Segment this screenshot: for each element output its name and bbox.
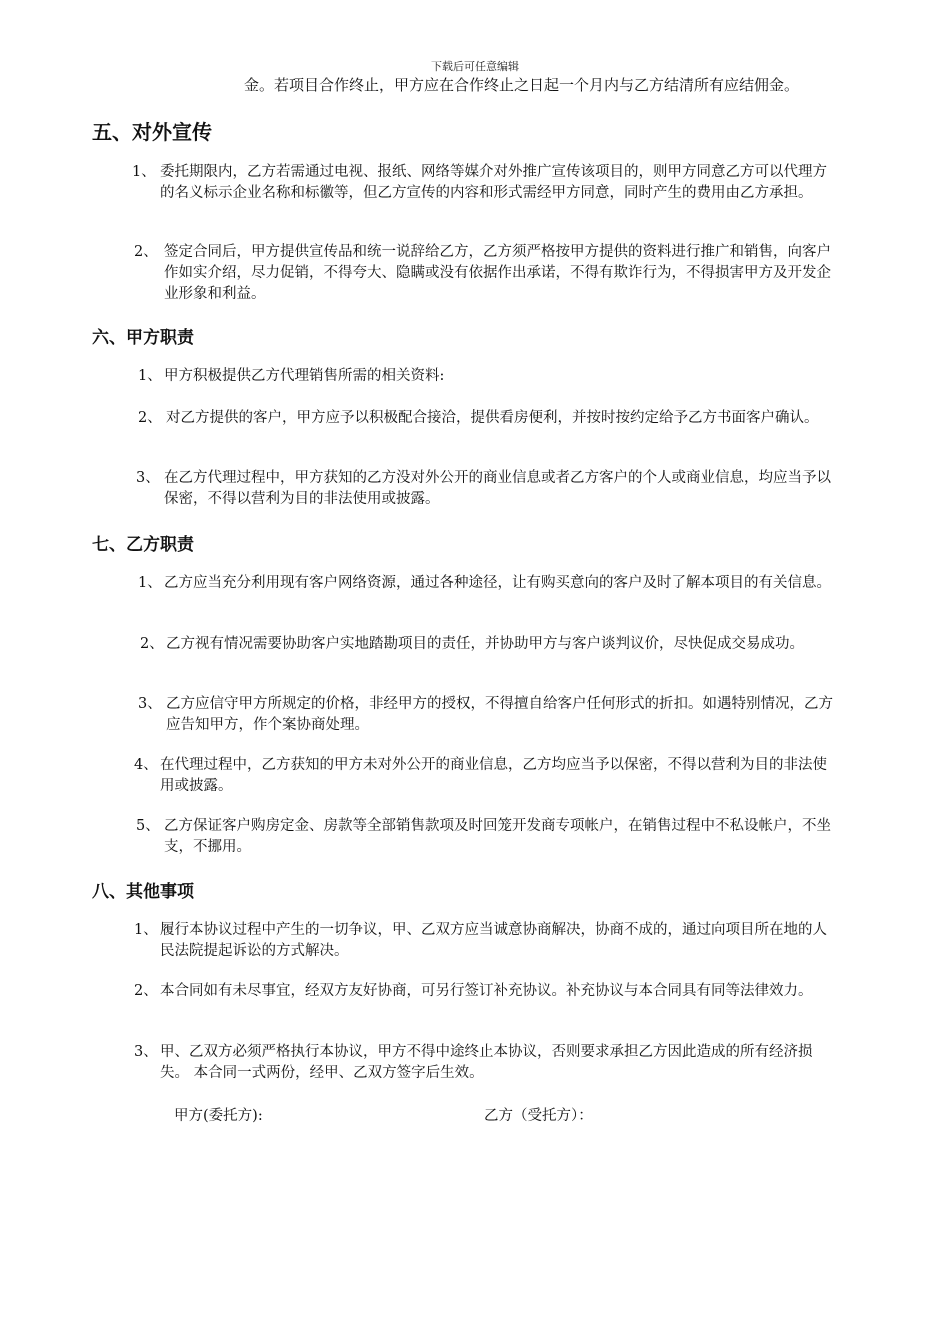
item-number: 1、 [138,368,162,384]
section-6-title: 六、甲方职责 [92,328,194,348]
section-8-title: 八、其他事项 [92,882,194,902]
item-text: 在代理过程中，乙方获知的甲方未对外公开的商业信息，乙方均应当予以保密，不得以营利为目的非法使用或披露。 [160,757,827,794]
s7-item-3 [138,694,838,736]
header-watermark: 下载后可任意编辑 [431,60,519,73]
item-text: 签定合同后，甲方提供宣传品和统一说辞给乙方，乙方须严格按甲方提供的资料进行推广和销售，向客户作如实介绍，尽力促销，不得夸大、隐瞒或没有依据作出承诺，不得有欺诈行为，不得损害甲方及开发企业形象和利益。 [164,244,831,302]
item-number: 1、 [132,164,156,180]
item-text: 乙方视有情况需要协助客户实地踏勘项目的责任，并协助甲方与客户谈判议价，尽快促成交易成功。 [166,636,804,652]
s7-item-2 [140,634,840,655]
s6-item-2 [138,408,838,429]
party-a-signature-label: 甲方(委托方): [174,1108,263,1124]
item-text: 在乙方代理过程中，甲方获知的乙方没对外公开的商业信息或者乙方客户的个人或商业信息，均应当予以保密，不得以营利为目的非法使用或披露。 [164,470,831,507]
s8-item-3 [134,1042,834,1084]
item-number: 2、 [140,636,164,652]
item-number: 2、 [134,244,158,260]
s5-item-2 [134,242,834,305]
item-text: 乙方应当充分利用现有客户网络资源，通过各种途径，让有购买意向的客户及时了解本项目的有关信息。 [164,575,831,591]
item-text: 履行本协议过程中产生的一切争议，甲、乙双方应当诚意协商解决，协商不成的，通过向项目所在地的人民法院提起诉讼的方式解决。 [160,922,827,959]
item-text: 本合同如有未尽事宜，经双方友好协商，可另行签订补充协议。补充协议与本合同具有同等法律效力。 [160,983,813,999]
item-number: 3、 [136,470,160,486]
s7-item-1 [138,573,838,594]
item-number: 3、 [134,1044,158,1060]
s7-item-5 [136,816,836,858]
continuation-text: 金。若项目合作终止，甲方应在合作终止之日起一个月内与乙方结清所有应结佣金。 [244,76,800,94]
item-number: 2、 [134,983,158,999]
item-text: 甲方积极提供乙方代理销售所需的相关资料: [164,368,445,384]
item-text: 甲、乙双方必须严格执行本协议，甲方不得中途终止本协议，否则要求承担乙方因此造成的所有经济损失。 本合同一式两份，经甲、乙双方签字后生效。 [160,1044,813,1081]
s7-item-4 [134,755,834,797]
item-number: 4、 [134,757,158,773]
item-number: 5、 [136,818,160,834]
party-b-signature-label: 乙方（受托方）： [484,1108,593,1124]
s5-item-1 [132,162,832,204]
item-text: 乙方保证客户购房定金、房款等全部销售款项及时回笼开发商专项帐户，在销售过程中不私设帐户，不坐支，不挪用。 [164,818,831,855]
s8-item-1 [134,920,834,962]
section-5-title: 五、对外宣传 [92,120,212,144]
item-text: 对乙方提供的客户，甲方应予以积极配合接洽，提供看房便利，并按时按约定给予乙方书面客户确认。 [166,410,819,426]
s6-item-1 [138,366,838,387]
item-number: 1、 [134,922,158,938]
item-number: 3、 [138,696,162,712]
item-number: 2、 [138,410,162,426]
s6-item-3 [136,468,836,510]
s8-item-2 [134,981,834,1002]
item-number: 1、 [138,575,162,591]
item-text: 委托期限内，乙方若需通过电视、报纸、网络等媒介对外推广宣传该项目的，则甲方同意乙方可以代理方的名义标示企业名称和标徽等，但乙方宣传的内容和形式需经甲方同意，同时产生的费用由乙方承担。 [160,164,827,201]
item-text: 乙方应信守甲方所规定的价格，非经甲方的授权，不得擅自给客户任何形式的折扣。如遇特别情况，乙方应告知甲方，作个案协商处理。 [166,696,833,733]
section-7-title: 七、乙方职责 [92,535,194,555]
